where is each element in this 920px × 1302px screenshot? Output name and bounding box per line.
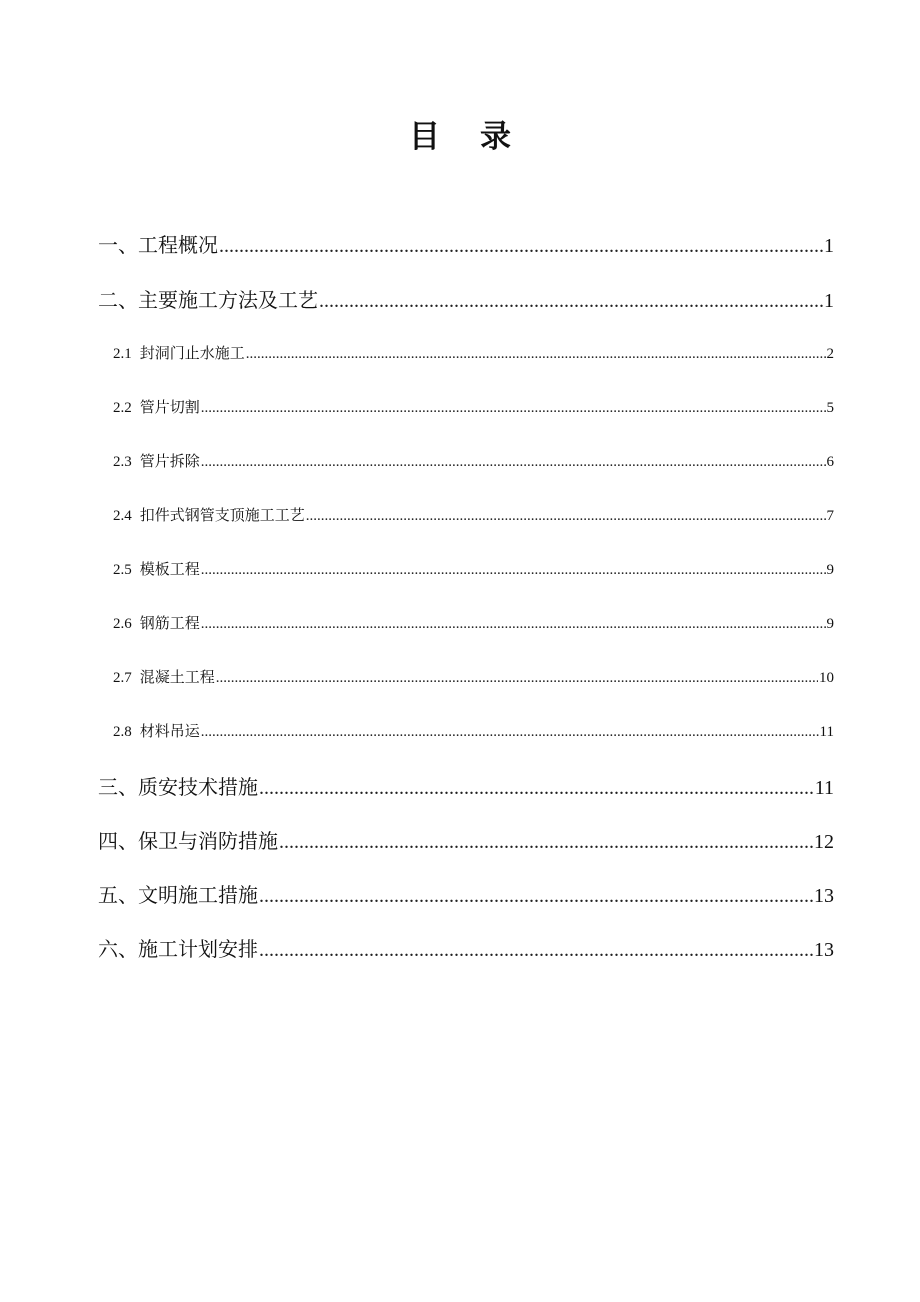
- toc-entry-number: 2.6: [113, 616, 132, 632]
- toc-entry-page: 7: [826, 508, 834, 524]
- toc-leader-dots: [201, 454, 826, 471]
- toc-entry-page: 9: [826, 562, 834, 578]
- toc-leader-dots: [201, 562, 826, 579]
- toc-entry-2-4[interactable]: [113, 504, 834, 528]
- toc-entry-page: 13: [814, 885, 834, 907]
- toc-entry-2-8[interactable]: [113, 720, 834, 744]
- toc-entry-number: 2.8: [113, 724, 132, 740]
- toc-entry-number: 2.1: [113, 346, 132, 362]
- toc-entry-page: 6: [826, 454, 834, 470]
- toc-entry-page: 12: [814, 831, 834, 853]
- toc-entry-label: 六、施工计划安排: [98, 939, 258, 961]
- toc-entry-page: 1: [824, 290, 834, 312]
- toc-entry-label: 四、保卫与消防措施: [98, 831, 278, 853]
- toc-entry-label: 扣件式钢管支顶施工工艺: [139, 508, 305, 524]
- toc-entry-label: 二、主要施工方法及工艺: [98, 290, 318, 312]
- toc-entry-label: 五、文明施工措施: [98, 885, 258, 907]
- toc-entry-label: 模板工程: [139, 562, 200, 578]
- toc-entry-5[interactable]: [98, 879, 834, 909]
- toc-entry-page: 2: [826, 346, 834, 362]
- toc-entry-2-5[interactable]: [113, 558, 834, 582]
- toc-leader-dots: [216, 670, 818, 687]
- toc-entry-2-7[interactable]: [113, 666, 834, 690]
- toc-leader-dots: [259, 939, 813, 962]
- toc-entry-label: 一、工程概况: [98, 235, 218, 257]
- toc-leader-dots: [259, 885, 813, 908]
- toc-entry-label: 钢筋工程: [139, 616, 200, 632]
- toc-entry-6[interactable]: [98, 933, 834, 963]
- toc-entry-page: 11: [814, 777, 834, 799]
- toc-entry-label: 管片拆除: [139, 454, 200, 470]
- toc-leader-dots: [201, 616, 826, 633]
- toc-entry-label: 封洞门止水施工: [139, 346, 245, 362]
- toc-leader-dots: [201, 400, 826, 417]
- toc-entry-2[interactable]: [98, 284, 834, 314]
- toc-entry-page: 9: [826, 616, 834, 632]
- toc-entry-page: 10: [819, 670, 834, 686]
- toc-leader-dots: [306, 508, 826, 525]
- toc-leader-dots: [279, 831, 813, 854]
- title-char-2: 录: [480, 119, 511, 155]
- toc-entry-label: 三、质安技术措施: [98, 777, 258, 799]
- toc-entry-page: 13: [814, 939, 834, 961]
- toc-leader-dots: [319, 290, 823, 313]
- toc-entry-2-6[interactable]: [113, 612, 834, 636]
- toc-entry-2-1[interactable]: [113, 342, 834, 366]
- toc-entry-number: 2.7: [113, 670, 132, 686]
- toc-entry-label: 混凝土工程: [139, 670, 215, 686]
- toc-entry-page: 5: [826, 400, 834, 416]
- toc-entry-2-3[interactable]: [113, 450, 834, 474]
- toc-entry-number: 2.5: [113, 562, 132, 578]
- toc-entry-page: 11: [819, 724, 834, 740]
- toc-leader-dots: [259, 777, 814, 800]
- toc-leader-dots: [246, 346, 826, 363]
- toc-entry-1[interactable]: [98, 229, 834, 259]
- title-char-1: 目: [409, 119, 440, 155]
- toc-entry-2-2[interactable]: [113, 396, 834, 420]
- toc-entry-label: 管片切割: [139, 400, 200, 416]
- toc-leader-dots: [219, 235, 823, 258]
- toc-entry-label: 材料吊运: [139, 724, 200, 740]
- toc-entry-number: 2.3: [113, 454, 132, 470]
- toc-entry-4[interactable]: [98, 825, 834, 855]
- toc-entry-number: 2.4: [113, 508, 132, 524]
- toc-entry-3[interactable]: [98, 771, 834, 801]
- toc-entry-number: 2.2: [113, 400, 132, 416]
- toc-entry-page: 1: [824, 235, 834, 257]
- toc-leader-dots: [201, 724, 819, 741]
